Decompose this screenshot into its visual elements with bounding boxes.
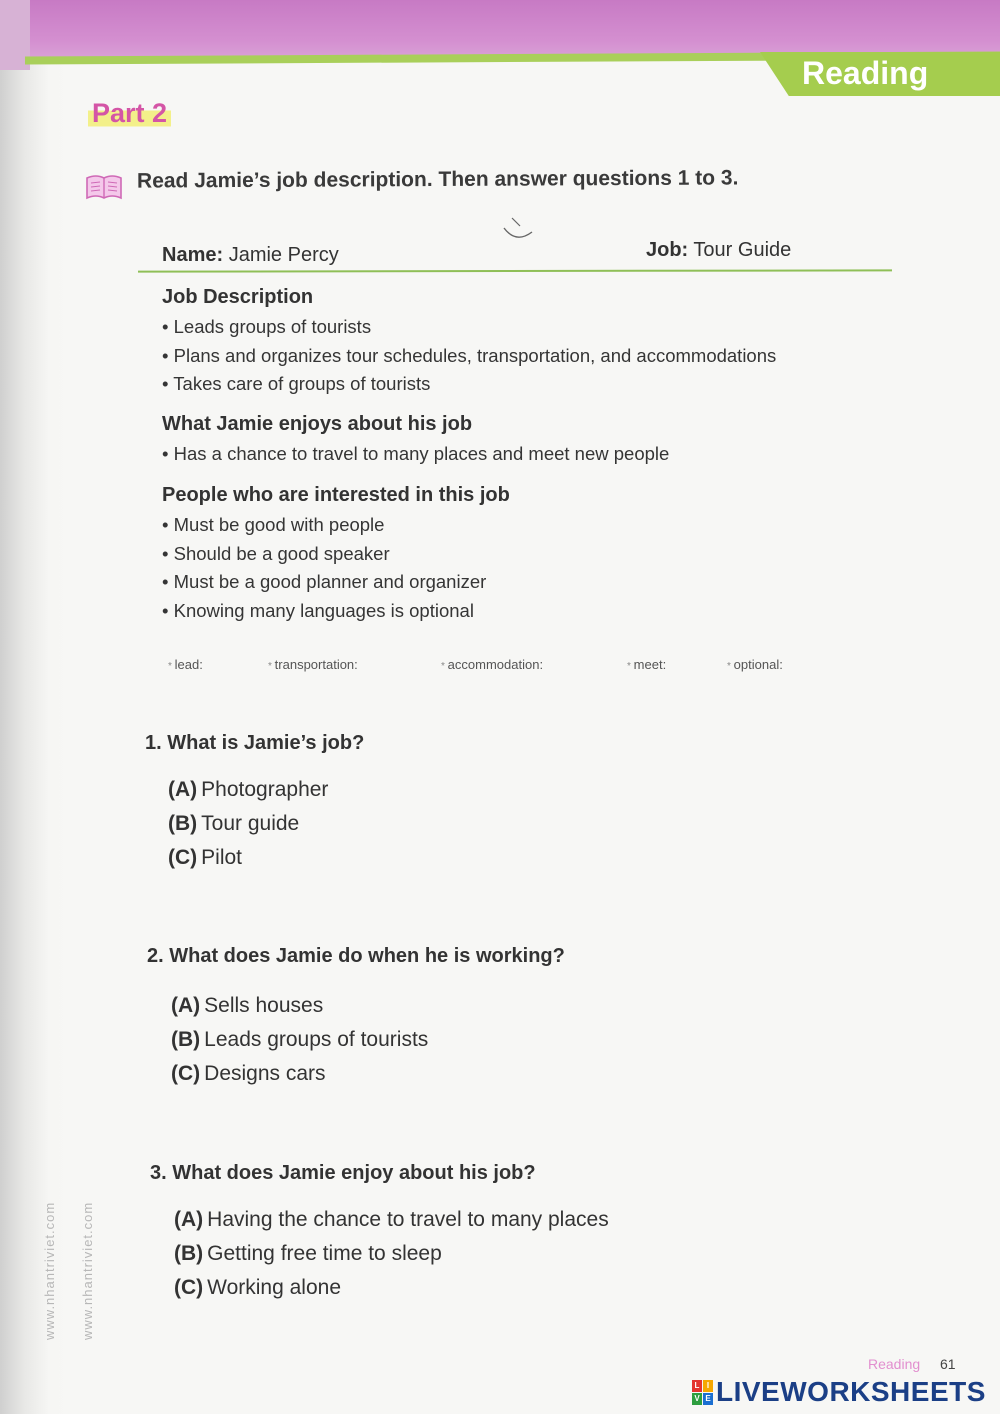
list-item: • Leads groups of tourists bbox=[162, 313, 776, 342]
vocab-meet: * meet: bbox=[627, 657, 666, 672]
option-c[interactable] bbox=[171, 1062, 428, 1096]
watermark-text: www.nhantriviet.com bbox=[80, 1201, 95, 1340]
question-1-options bbox=[168, 778, 328, 880]
divider bbox=[138, 269, 892, 272]
list-item: • Has a chance to travel to many places and meet new people bbox=[162, 440, 669, 469]
list-item: • Must be good with people bbox=[162, 511, 510, 540]
option-letter: (B) bbox=[174, 1242, 204, 1265]
option-letter: (A) bbox=[174, 1208, 204, 1231]
book-spine-shadow bbox=[0, 0, 70, 1414]
option-a[interactable] bbox=[168, 778, 328, 812]
page-number: 61 bbox=[940, 1356, 956, 1372]
list-item: • Takes care of groups of tourists bbox=[162, 370, 776, 399]
question-1: 1. What is Jamie’s job? bbox=[145, 732, 365, 754]
vocab-optional: * optional: bbox=[727, 657, 783, 672]
option-letter: (A) bbox=[168, 778, 198, 801]
brand-name: LIVEWORKSHEETS bbox=[716, 1376, 986, 1407]
section-job-description bbox=[162, 286, 776, 399]
option-letter: (B) bbox=[168, 812, 198, 835]
name-label: Name: bbox=[162, 244, 224, 266]
liveworksheets-logo[interactable] bbox=[692, 1376, 992, 1410]
vocab-accommodation: * accommodation: bbox=[441, 657, 543, 672]
option-text: Pilot bbox=[201, 846, 243, 869]
option-c[interactable] bbox=[168, 846, 328, 880]
section-enjoys bbox=[162, 413, 669, 469]
option-c[interactable] bbox=[174, 1276, 609, 1310]
option-a[interactable] bbox=[171, 994, 428, 1028]
list-item: • Plans and organizes tour schedules, transportation, and accommodations bbox=[162, 342, 776, 371]
option-text: Getting free time to sleep bbox=[207, 1242, 442, 1265]
option-letter: (C) bbox=[171, 1062, 201, 1085]
header-band bbox=[0, 0, 1000, 58]
option-b[interactable] bbox=[174, 1242, 609, 1276]
section-heading: What Jamie enjoys about his job bbox=[162, 413, 473, 435]
section-interested bbox=[162, 484, 510, 625]
option-text: Designs cars bbox=[204, 1062, 326, 1085]
instruction-text: Read Jamie’s job description. Then answer questions 1 to 3. bbox=[136, 166, 739, 193]
option-text: Sells houses bbox=[204, 994, 324, 1017]
bullet-list bbox=[162, 313, 776, 399]
option-a[interactable] bbox=[174, 1208, 609, 1242]
question-2: 2. What does Jamie do when he is working? bbox=[147, 945, 565, 967]
section-heading: People who are interested in this job bbox=[162, 484, 510, 506]
option-letter: (C) bbox=[174, 1276, 204, 1299]
profile-row bbox=[138, 236, 892, 272]
bullet-list bbox=[162, 511, 510, 625]
bullet-list bbox=[162, 440, 669, 469]
open-book-icon bbox=[84, 172, 124, 202]
part-title: Part 2 bbox=[88, 98, 171, 129]
section-title: Reading bbox=[802, 55, 929, 91]
name-value: Jamie Percy bbox=[228, 244, 339, 266]
job-description-card bbox=[138, 236, 892, 621]
option-text: Photographer bbox=[201, 778, 329, 801]
option-text: Having the chance to travel to many places bbox=[207, 1208, 609, 1231]
option-b[interactable] bbox=[168, 812, 328, 846]
question-3-options bbox=[174, 1208, 609, 1310]
job-label: Job: bbox=[646, 239, 689, 261]
list-item: • Knowing many languages is optional bbox=[162, 597, 510, 626]
option-letter: (B) bbox=[171, 1028, 201, 1051]
section-heading: Job Description bbox=[162, 286, 314, 308]
option-text: Leads groups of tourists bbox=[204, 1028, 429, 1051]
option-text: Tour guide bbox=[201, 812, 300, 835]
vocab-lead: * lead: bbox=[168, 657, 203, 672]
logo-cubes-icon: L I V E bbox=[692, 1380, 714, 1406]
option-letter: (C) bbox=[168, 846, 198, 869]
footer-section-label: Reading bbox=[868, 1356, 921, 1372]
vocab-transportation: * transportation: bbox=[268, 657, 358, 672]
list-item: • Should be a good speaker bbox=[162, 540, 510, 569]
list-item: • Must be a good planner and organizer bbox=[162, 568, 510, 597]
question-2-options bbox=[171, 994, 428, 1096]
option-b[interactable] bbox=[171, 1028, 428, 1062]
job-value: Tour Guide bbox=[693, 239, 792, 261]
option-text: Working alone bbox=[207, 1276, 342, 1299]
name-field bbox=[162, 244, 339, 267]
job-field bbox=[646, 239, 791, 262]
question-3: 3. What does Jamie enjoy about his job? bbox=[150, 1162, 536, 1184]
option-letter: (A) bbox=[171, 994, 201, 1017]
watermark-text: www.nhantriviet.com bbox=[42, 1201, 57, 1340]
